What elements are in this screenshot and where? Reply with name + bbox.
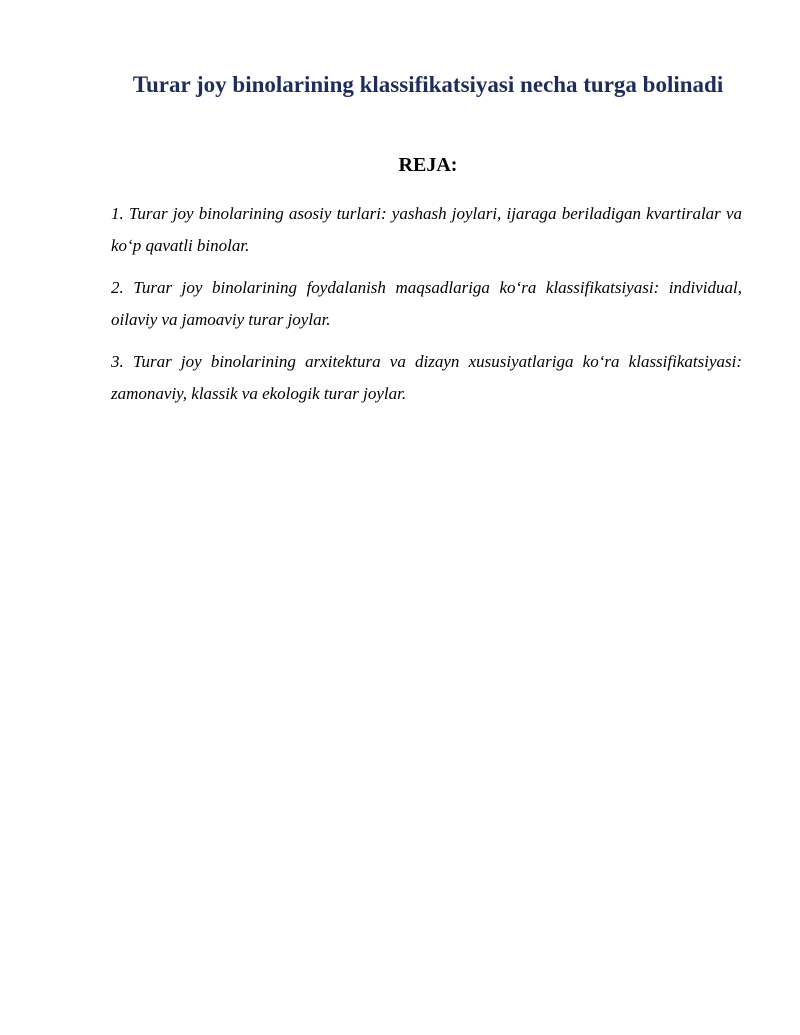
plan-item-2: 2. Turar joy binolarining foydalanish maqsadlariga ko‘ra klassifikatsiyasi: individual, oilaviy va jamoaviy turar joylar. [111,278,742,329]
plan-item-3: 3. Turar joy binolarining arxitektura va dizayn xususiyatlariga ko‘ra klassifikatsiyasi: zamonaviy, klassik va ekologik turar joylar. [111,352,742,403]
plan-heading: REJA: [398,154,458,176]
plan-item-1: 1. Turar joy binolarining asosiy turlari: yashash joylari, ijaraga beriladigan kvartiralar va ko‘p qavatli binolar. [111,204,742,255]
document-title: Turar joy binolarining klassifikatsiyasi necha turga bolinadi [132,72,724,97]
plan-list [111,198,742,420]
